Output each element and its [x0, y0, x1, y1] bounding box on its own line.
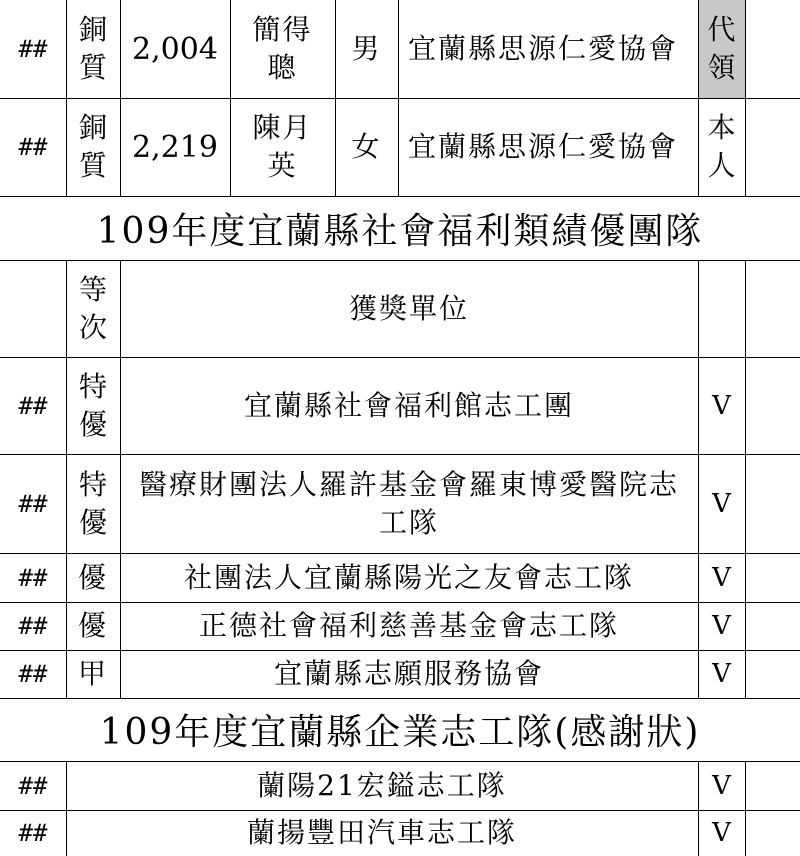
team-name: 社團法人宜蘭縣陽光之友會志工隊	[183, 560, 634, 594]
header-unit: 獲獎單位	[348, 291, 469, 325]
check-mark: V	[712, 818, 731, 848]
team-name: 蘭揚豐田汽車志工隊	[246, 816, 517, 849]
award-level: 銅質	[78, 111, 107, 182]
row-number: ##	[18, 133, 48, 161]
award-rank: 甲	[77, 657, 108, 690]
award-rank: 特優	[78, 369, 107, 441]
row-number: ##	[18, 819, 48, 847]
section-title: 109年度宜蘭縣社會福利類績優團隊	[96, 210, 704, 252]
row-number: ##	[18, 489, 48, 518]
person-name: 陳月英	[252, 111, 313, 182]
row-number: ##	[18, 612, 48, 640]
team-name: 醫療財團法人羅許基金會羅東博愛醫院志工隊	[138, 467, 679, 539]
row-number: ##	[18, 771, 48, 800]
team-name: 蘭陽21宏鎰志工隊	[257, 768, 507, 802]
check-mark: V	[712, 390, 731, 421]
amount: 2,004	[132, 31, 218, 67]
gender: 男	[351, 32, 382, 65]
award-rank: 特優	[78, 467, 107, 539]
row-number: ##	[18, 660, 48, 688]
team-name: 正德社會福利慈善基金會志工隊	[198, 609, 619, 642]
row-number: ##	[18, 391, 48, 420]
row-number: ##	[18, 563, 48, 592]
check-mark: V	[712, 611, 731, 641]
award-level: 銅質	[78, 13, 107, 84]
receipt-status: 代領	[707, 13, 736, 84]
check-mark: V	[712, 770, 731, 801]
check-mark: V	[712, 659, 731, 689]
section-title: 109年度宜蘭縣企業志工隊(感謝狀)	[99, 712, 701, 753]
award-rank: 優	[77, 560, 108, 594]
header-rank: 等次	[78, 272, 107, 344]
row-number: ##	[18, 35, 48, 63]
gender: 女	[351, 130, 382, 163]
check-mark: V	[712, 562, 731, 593]
organization: 宜蘭縣思源仁愛協會	[408, 32, 679, 65]
check-mark: V	[712, 488, 731, 519]
amount: 2,219	[132, 129, 218, 165]
team-name: 宜蘭縣社會福利館志工團	[243, 388, 574, 422]
person-name: 簡得聰	[252, 13, 313, 84]
organization: 宜蘭縣思源仁愛協會	[408, 130, 679, 163]
receipt-status: 本人	[707, 111, 736, 182]
award-rank: 優	[77, 609, 108, 642]
team-name: 宜蘭縣志願服務協會	[273, 657, 544, 690]
